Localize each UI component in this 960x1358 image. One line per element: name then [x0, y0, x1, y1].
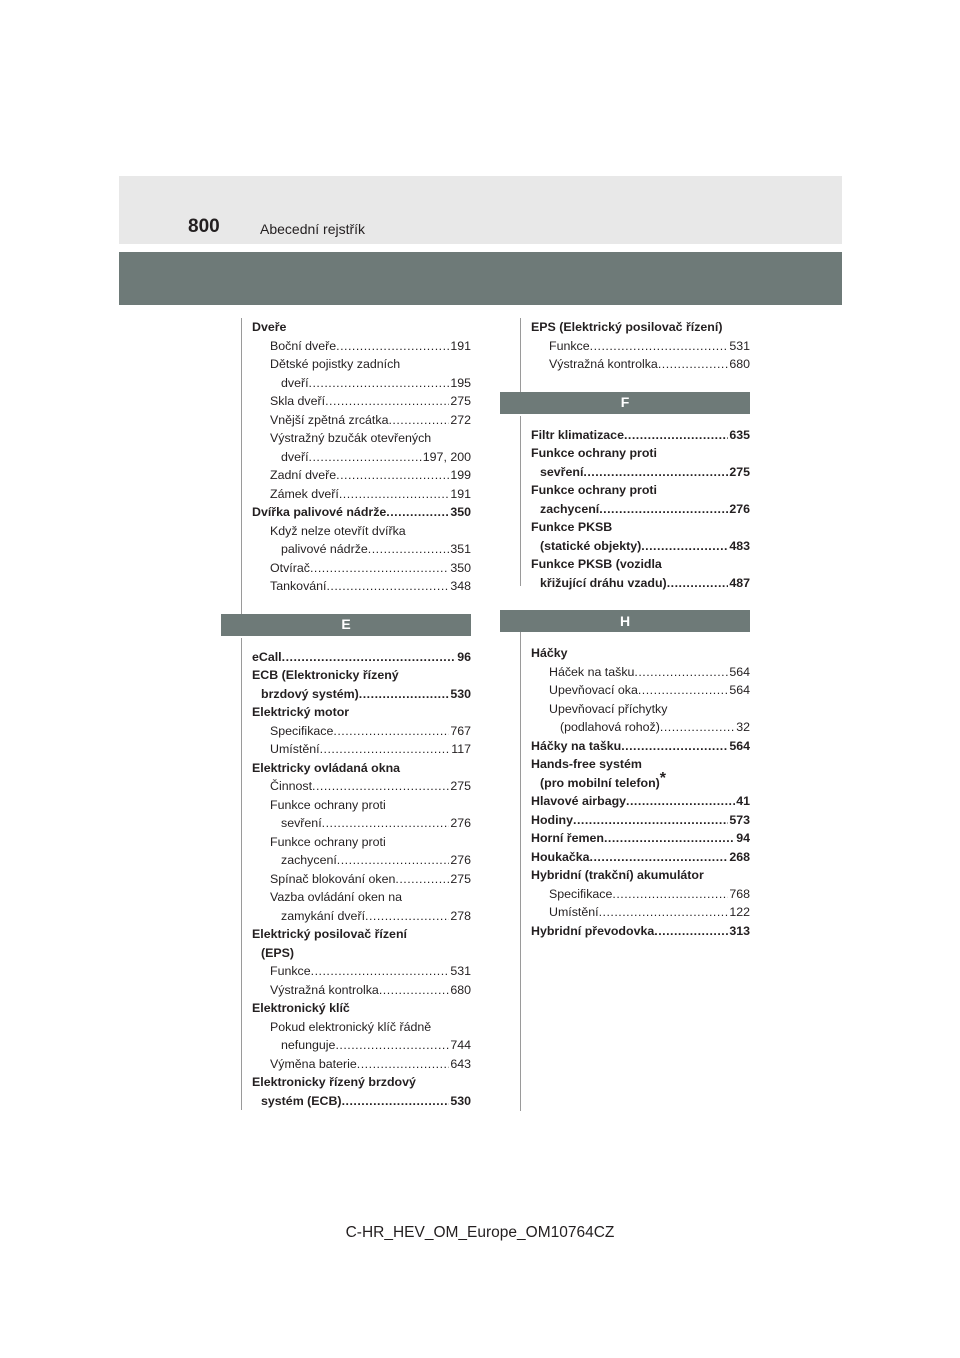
entry-page: 197, 200 — [422, 449, 471, 464]
entry-page: 680 — [450, 982, 471, 997]
index-entry — [252, 796, 471, 815]
entry-term: Funkce ochrany proti — [531, 483, 657, 497]
document-code: C-HR_HEV_OM_Europe_OM10764CZ — [345, 1224, 615, 1241]
leader-dots — [626, 792, 735, 811]
page-number: 800 — [188, 216, 220, 237]
leader-dots — [322, 814, 450, 833]
entry-page: 272 — [450, 412, 471, 427]
index-entry — [531, 555, 750, 574]
entry-page: 275 — [450, 779, 471, 793]
index-entry — [531, 537, 750, 556]
index-entry — [252, 355, 471, 374]
entry-term: Spínač blokování oken — [270, 871, 396, 886]
index-entry — [252, 685, 471, 704]
entry-page: 351 — [450, 542, 471, 556]
index-entry — [252, 1092, 471, 1111]
entry-page: 276 — [450, 853, 471, 867]
entry-term: Elektrický motor — [252, 705, 350, 719]
index-entry — [252, 337, 471, 356]
entry-page: 276 — [450, 816, 471, 830]
footnote-star: * — [659, 769, 666, 787]
index-entry — [531, 500, 750, 519]
leader-dots — [621, 737, 728, 756]
entry-page: 530 — [450, 1093, 471, 1108]
entry-page: 531 — [729, 338, 750, 353]
index-entry — [531, 318, 750, 337]
entry-term: Vnější zpětná zrcátka — [270, 412, 389, 427]
entry-page: 348 — [450, 579, 471, 593]
entry-page: 768 — [729, 886, 750, 901]
entry-term: Výstražná kontrolka — [270, 982, 379, 997]
index-entry — [531, 700, 750, 719]
entry-term: Zadní dveře — [270, 468, 337, 482]
entry-page: 487 — [729, 575, 750, 590]
entry-term: ECB (Elektronicky řízený — [252, 668, 399, 682]
index-entry — [531, 574, 750, 593]
leader-dots — [310, 559, 449, 578]
leader-dots — [333, 722, 449, 741]
index-entry — [531, 644, 750, 663]
leader-dots — [282, 648, 457, 667]
entry-term: palivové nádrže — [281, 542, 368, 556]
leader-dots — [612, 885, 728, 904]
index-entry — [531, 885, 750, 904]
index-entry — [252, 1073, 471, 1092]
entry-page: 530 — [450, 686, 471, 701]
entry-term: Pokud elektronický klíč řádně — [270, 1019, 432, 1034]
leader-dots — [336, 337, 449, 356]
index-entry — [531, 829, 750, 848]
index-entry — [252, 648, 471, 667]
leader-dots — [335, 1036, 449, 1055]
index-entry — [252, 981, 471, 1000]
section-header-e: E — [221, 614, 471, 636]
entry-term: dveří — [281, 449, 309, 464]
entry-page: 117 — [451, 742, 471, 756]
entry-page: 483 — [729, 538, 750, 553]
entry-term: brzdový systém) — [261, 686, 359, 701]
leader-dots — [590, 848, 729, 867]
column-divider-middle-lower — [520, 627, 521, 1111]
entry-term: Hodiny — [531, 812, 573, 827]
leader-dots — [638, 681, 728, 700]
index-entry — [531, 463, 750, 482]
entry-term: sevření — [540, 464, 584, 479]
entry-term: Výstražný bzučák otevřených — [270, 431, 432, 445]
index-entry — [531, 718, 750, 737]
entry-term: eCall — [252, 649, 282, 664]
index-entry — [252, 374, 471, 393]
leader-dots — [590, 337, 729, 356]
entry-term: sevření — [281, 816, 322, 830]
index-entry — [531, 755, 750, 774]
entry-page: 767 — [450, 723, 471, 738]
index-entry — [252, 814, 471, 833]
entry-page: 635 — [729, 427, 750, 442]
leader-dots — [386, 503, 449, 522]
leader-dots — [342, 1092, 450, 1111]
entry-term: Funkce PKSB — [531, 520, 613, 534]
entry-term: (EPS) — [261, 945, 295, 960]
index-entry — [531, 737, 750, 756]
leader-dots — [624, 426, 728, 445]
entry-term: Umístění — [270, 742, 320, 756]
column-divider-middle — [520, 318, 521, 394]
entry-term: Skla dveří — [270, 394, 326, 408]
entry-term: Horní řemen — [531, 831, 604, 845]
index-column-left — [252, 318, 471, 1110]
index-entry — [252, 559, 471, 578]
index-entry — [252, 703, 471, 722]
entry-term: Dvířka palivové nádrže — [252, 505, 387, 519]
leader-dots — [599, 903, 729, 922]
index-entry — [531, 811, 750, 830]
entry-term: Elektricky ovládaná okna — [252, 760, 401, 775]
index-column-right — [531, 318, 750, 940]
entry-term: Specifikace — [270, 723, 334, 738]
index-entry — [531, 848, 750, 867]
entry-page: 275 — [450, 871, 471, 886]
index-entry — [252, 577, 471, 596]
index-entry — [531, 792, 750, 811]
entry-page: 199 — [450, 468, 471, 482]
index-entry — [252, 759, 471, 778]
header-band — [119, 252, 842, 305]
index-entry — [531, 444, 750, 463]
entry-term: Funkce ochrany proti — [531, 446, 657, 460]
entry-term: Dětské pojistky zadních — [270, 357, 401, 371]
entry-page: 191 — [450, 338, 471, 353]
index-entry — [252, 925, 471, 944]
entry-term: Výměna baterie — [270, 1056, 357, 1071]
leader-dots — [654, 922, 728, 941]
entry-term: zachycení — [540, 501, 600, 516]
page-title: Abecední rejstřík — [260, 221, 366, 237]
entry-term: nefunguje — [281, 1038, 336, 1052]
entry-term: zachycení — [281, 853, 337, 867]
index-entry — [531, 426, 750, 445]
leader-dots — [634, 663, 728, 682]
leader-dots — [395, 870, 449, 889]
entry-term: Vazba ovládání oken na — [270, 890, 403, 904]
leader-dots — [311, 962, 450, 981]
index-entry — [531, 663, 750, 682]
entry-term: Umístění — [549, 905, 599, 919]
entry-page: 94 — [736, 831, 750, 845]
entry-term: Hybridní (trakční) akumulátor — [531, 868, 704, 882]
entry-term: (podlahová rohož) — [560, 720, 660, 734]
leader-dots — [379, 981, 450, 1000]
index-entry — [252, 870, 471, 889]
leader-dots — [641, 537, 728, 556]
leader-dots — [604, 829, 735, 848]
entry-page: 531 — [450, 964, 471, 978]
index-entry — [531, 337, 750, 356]
entry-term: Elektrický posilovač řízení — [252, 927, 407, 941]
entry-term: Háčky — [531, 646, 568, 660]
leader-dots — [667, 574, 729, 593]
leader-dots — [368, 540, 450, 559]
entry-term: Filtr klimatizace — [531, 427, 624, 442]
entry-page: 680 — [729, 357, 750, 371]
entry-term: Otvírač — [270, 560, 310, 575]
index-entry — [252, 907, 471, 926]
leader-dots — [312, 777, 449, 796]
index-entry — [531, 922, 750, 941]
index-entry — [252, 722, 471, 741]
column-divider-left-lower — [241, 638, 242, 1110]
index-entry — [531, 518, 750, 537]
leader-dots — [599, 500, 728, 519]
entry-page: 643 — [450, 1056, 471, 1071]
leader-dots — [326, 577, 449, 596]
entry-page: 564 — [729, 683, 750, 697]
entry-page: 275 — [450, 394, 471, 408]
column-divider-middle-2 — [520, 416, 521, 586]
leader-dots — [365, 907, 449, 926]
entry-page: 41 — [736, 794, 750, 808]
entry-term: Háčky na tašku — [531, 738, 622, 753]
entry-term: Tankování — [270, 579, 327, 593]
entry-term: Houkačka — [531, 849, 590, 864]
entry-term: Elektronický klíč — [252, 1001, 350, 1015]
index-entry — [252, 503, 471, 522]
entry-page: 744 — [450, 1038, 471, 1052]
entry-page: 350 — [450, 560, 471, 575]
entry-page: 122 — [729, 905, 750, 919]
leader-dots — [357, 1055, 450, 1074]
entry-term: Hybridní převodovka — [531, 923, 655, 938]
entry-page: 195 — [450, 375, 471, 390]
column-divider-left — [241, 318, 242, 614]
entry-page: 191 — [450, 486, 471, 501]
entry-page: 268 — [729, 849, 750, 864]
entry-term: dveří — [281, 375, 309, 390]
index-entry — [252, 888, 471, 907]
index-entry — [252, 392, 471, 411]
index-entry — [531, 866, 750, 885]
leader-dots — [573, 811, 728, 830]
index-entry — [252, 851, 471, 870]
entry-term: EPS (Elektrický posilovač řízení) — [531, 320, 723, 334]
index-entry — [252, 740, 471, 759]
entry-page: 276 — [729, 501, 750, 516]
entry-page: 564 — [729, 664, 750, 679]
index-entry — [531, 481, 750, 500]
entry-page: 350 — [450, 505, 471, 519]
entry-term: Funkce ochrany proti — [270, 834, 386, 849]
entry-page: 275 — [729, 464, 750, 479]
index-entry — [252, 1018, 471, 1037]
index-entry — [252, 411, 471, 430]
entry-term: křižující dráhu vzadu) — [540, 575, 667, 590]
entry-term: Výstražná kontrolka — [549, 357, 658, 371]
index-entry — [252, 540, 471, 559]
index-entry — [252, 448, 471, 467]
leader-dots — [339, 485, 449, 504]
index-entry — [252, 999, 471, 1018]
index-entry — [531, 355, 750, 374]
index-entry — [531, 681, 750, 700]
entry-term: Háček na tašku — [549, 664, 635, 679]
entry-term: Boční dveře — [270, 338, 337, 353]
entry-term: Hands-free systém — [531, 757, 642, 771]
leader-dots — [583, 463, 728, 482]
index-entry — [531, 903, 750, 922]
entry-page: 32 — [736, 720, 750, 734]
entry-term: Dveře — [252, 320, 287, 334]
entry-term: Funkce ochrany proti — [270, 797, 386, 812]
entry-page: 313 — [729, 923, 750, 938]
leader-dots — [660, 718, 735, 737]
entry-term: Upevňovací oka — [549, 683, 638, 697]
entry-term: (statické objekty) — [540, 538, 642, 553]
entry-term: zamykání dveří — [281, 908, 366, 923]
entry-page: 573 — [729, 812, 750, 827]
leader-dots — [337, 851, 450, 870]
leader-dots — [658, 355, 729, 374]
entry-term: Elektronicky řízený brzdový — [252, 1075, 416, 1089]
index-entry — [252, 429, 471, 448]
entry-page: 96 — [457, 649, 471, 664]
entry-term: Hlavové airbagy — [531, 794, 627, 808]
index-entry — [252, 666, 471, 685]
index-entry — [252, 962, 471, 981]
leader-dots — [325, 392, 449, 411]
index-entry — [252, 522, 471, 541]
section-header-h: H — [500, 610, 750, 632]
leader-dots — [388, 411, 449, 430]
entry-term: Zámek dveří — [270, 486, 339, 501]
entry-page: 564 — [729, 738, 750, 753]
index-entry — [252, 318, 471, 337]
entry-term: Funkce — [549, 338, 590, 353]
entry-term: Funkce PKSB (vozidla — [531, 557, 662, 571]
leader-dots — [359, 685, 450, 704]
index-entry — [252, 1036, 471, 1055]
index-entry — [252, 1055, 471, 1074]
leader-dots — [320, 740, 451, 759]
entry-term: Když nelze otevřít dvířka — [270, 523, 406, 538]
leader-dots — [309, 374, 450, 393]
entry-term: Upevňovací příchytky — [549, 701, 668, 716]
entry-term: (pro mobilní telefon) — [540, 775, 660, 790]
header-bar — [119, 176, 842, 244]
index-entry — [531, 769, 750, 793]
entry-page: 278 — [450, 908, 471, 923]
index-entry — [252, 944, 471, 963]
entry-term: Činnost — [270, 779, 313, 793]
leader-dots — [336, 466, 449, 485]
leader-dots — [309, 448, 422, 467]
entry-term: systém (ECB) — [261, 1093, 342, 1108]
section-header-f: F — [500, 392, 750, 414]
index-entry — [252, 466, 471, 485]
index-entry — [252, 485, 471, 504]
index-entry — [252, 833, 471, 852]
entry-term: Specifikace — [549, 886, 613, 901]
index-entry — [252, 777, 471, 796]
entry-term: Funkce — [270, 964, 311, 978]
